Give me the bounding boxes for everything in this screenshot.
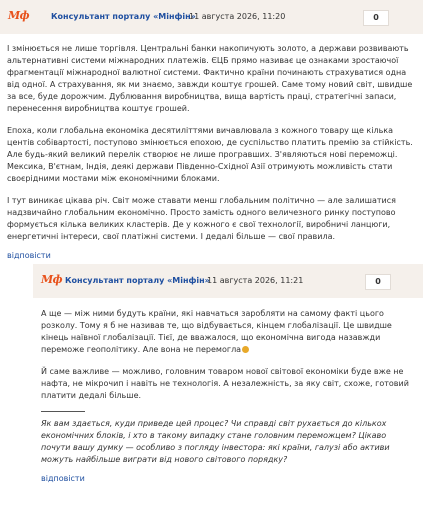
comment-paragraph: І тут виникає цікава річ. Світ може ставати менш глобальним політично — але залишатися надзвичайно глобальним економічно. Просто замість одного величезного ринку поступово формується кілька великих кластерів. Де у кожного є свої технології, виробничі ланцюги, енергетичні інтереси, свої платіжні системи. І дедалі більше — свої правила. bbox=[7, 196, 396, 241]
comment-paragraph: І змінюється не лише торгівля. Центральні банки накопичують золото, а держави розвивають альтернативні системи міжнародних платежів. ЄЦБ прямо називає це ознаками зростаючої фрагментації міжнародної валютної системи. Фактично країни починають страхуватися одна від одної. А страхування, як ми знаємо, завжди коштує грошей. Саме тому новий світ, швидше за все, буде дорожчим. Дублювання виробництва, вища вартість праці, стратегічні запаси, перенесення виробництва коштує грошей. bbox=[7, 44, 413, 113]
comment-author-link[interactable]: Консультант порталу «Мінфін» bbox=[65, 276, 210, 285]
comment-header bbox=[33, 264, 423, 298]
comment-author-link[interactable]: Консультант порталу «Мінфін» bbox=[51, 12, 196, 21]
minfin-logo: Мф bbox=[41, 273, 63, 286]
comment-header bbox=[0, 0, 423, 34]
minfin-logo: Мф bbox=[8, 9, 30, 22]
comment-paragraph: Епоха, коли глобальна економіка десятиліттями вичавлювала з кожного товару ще кілька центів собівартості, поступово змінюється епохою, де суспільство платить премію за стійкість. Але будь-який великий перелік створює не лише програвших. З'являються нові переможці. Мексика, В'єтнам, Індія, деякі держави Південно-Східної Азії отримують можливість стати своєрідними мостами між економічними блоками. bbox=[7, 126, 413, 183]
comment-question: Як вам здається, куди приведе цей процес? Чи справді світ рухається до кількох економічних блоків, і хто в такому випадку стане головним переможцем? Цікаво почути вашу думку — особливо з погляду інвестора: які країни, галузі або активи можуть найбільше виграти від нового світового порядку? bbox=[41, 419, 390, 464]
reply-link[interactable]: відповісти bbox=[41, 474, 85, 483]
comment-paragraph-text: А ще — між ними будуть країни, які навчаться заробляти на самому факті цього розколу. Тому я б не називав те, що відбувається, кінцем глобалізації. Це швидше кінець наївної глобалізації. Тієї, де вважалося, що економічна вигода назавжди переможе геополітику. Але вона не перемогла bbox=[41, 309, 392, 354]
reply-link[interactable]: відповісти bbox=[7, 251, 51, 260]
comment-paragraph bbox=[41, 308, 417, 356]
smiling-face-emoji-icon bbox=[242, 346, 249, 353]
comment-score[interactable]: 0 bbox=[365, 274, 391, 290]
divider bbox=[41, 411, 85, 412]
comment-date: 11 августа 2026, 11:20 bbox=[189, 12, 286, 21]
comment-paragraph: Й саме важливе — можливо, головним товаром нової світової економіки буде вже не нафта, не мікрочип і навіть не технологія. А незалежність, за яку світ, схоже, готовий платити дедалі більше. bbox=[41, 367, 409, 400]
comment-body bbox=[33, 298, 423, 485]
comment-2 bbox=[33, 264, 423, 485]
comment-date: 11 августа 2026, 11:21 bbox=[207, 276, 304, 285]
comment-score[interactable]: 0 bbox=[363, 10, 389, 26]
comment-body bbox=[0, 34, 423, 262]
